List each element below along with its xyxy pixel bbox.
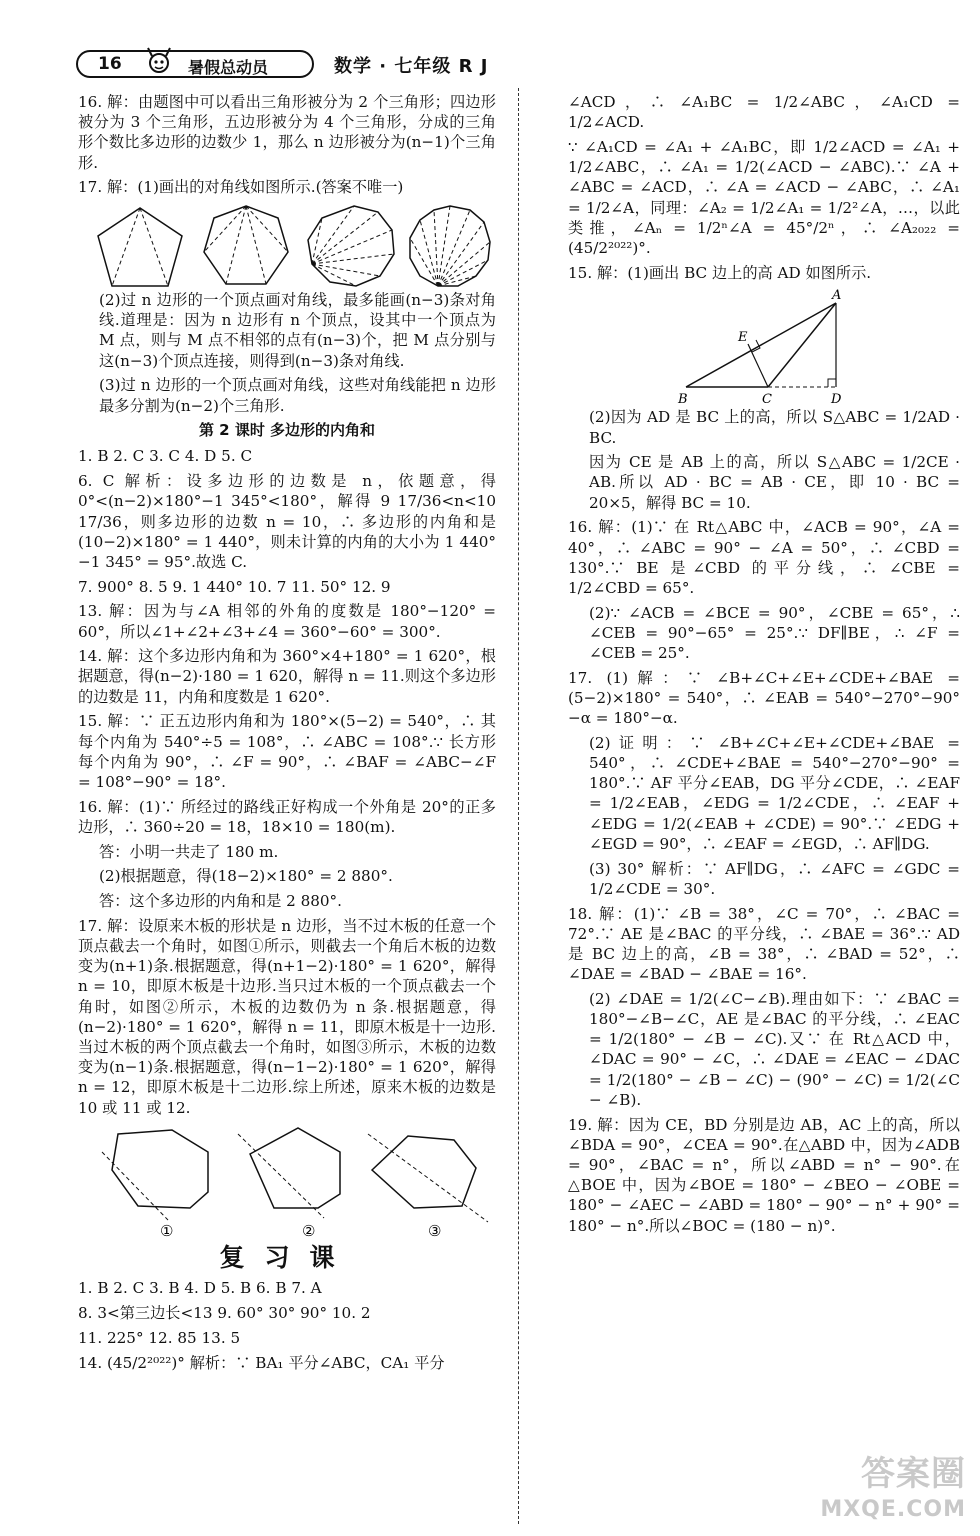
fig-label-2: ②	[302, 1222, 316, 1241]
review-answer-15-part2-cont: 因为 CE 是 AB 上的高，所以 S△ABC = 1/2CE · AB.所以 AD · BC = AB · CE，即 10 · BC = 20×5，解得 BC = 10.	[589, 453, 960, 512]
review-heading: 复习课	[219, 1243, 355, 1273]
answer-17: 17. 解：(1)画出的对角线如图所示.(答案不唯一)	[78, 178, 404, 197]
watermark-line2: MXQE.COM	[820, 1497, 966, 1522]
point-a: A	[832, 288, 842, 304]
answer-15: 15. 解：∵ 正五边形内角和为 180°×(5−2) = 540°，∴ 其每个内角为 540°÷5 = 108°，∴ ∠ABC = 108°.∵ 长方形每个内角为 90°，∴ ∠F = 90°，∴ ∠BAF = ∠ABC−∠F = 108°−90° = 18°.	[78, 712, 496, 791]
subject-grade: 数学 · 七年级 R J	[334, 56, 489, 77]
review-answers-8-10: 8. 3<第三边长<13 9. 60° 30° 90° 10. 2	[78, 1304, 371, 1323]
review-answer-16: 16. 解：(1)∵ 在 Rt△ABC 中，∠ACB = 90°，∠A = 40°，∴ ∠ABC = 90° − ∠A = 50°，∴ ∠CBD = 130°.∵ BE 是∠CBD 的平分线，∴ ∠CBE = 1/2∠CBD = 65°.	[568, 518, 960, 597]
page-number: 16	[98, 54, 122, 74]
answer-16: 16. 解：由题图中可以看出三角形被分为 2 个三角形；四边形被分为 3 个三角形，五边形被分为 4 个三角形，分成的三角形个数比多边形的边数少 1，那么 n 边形被分为(n−1)个三角形.	[78, 93, 496, 172]
review-answer-18: 18. 解：(1)∵ ∠B = 38°，∠C = 70°，∴ ∠BAC = 72°.∵ AE 是∠BAC 的平分线，∴ ∠BAE = 36°.∵ AD 是 BC 边上的高，∠B = 38°，∴ ∠BAD = 52°，∴ ∠DAE = ∠BAD − ∠BAE = 16°.	[568, 904, 960, 984]
polygon-diagonals-figure	[78, 202, 496, 290]
answer-6: 6. C 解析：设多边形的边数是 n，依题意，得 0°<(n−2)×180°−1 345°<180°，解得 9 17/36<n<10 17/36，则多边形的边数 n = 10，∴ 多边形的内角和是(10−2)×180° = 1 440°，则未计算的内角的大小为 1 440°−1 345° = 95°.故选 C.	[78, 472, 496, 571]
right-column	[568, 92, 960, 1240]
point-c: C	[762, 392, 772, 408]
answer-17b: 17. 解：设原来木板的形状是 n 边形，当不过木板的任意一个顶点截去一个角时，如图①所示，则截去一个角后木板的边数变为(n+1)条.根据题意，得(n+1−2)·180° = 1 620°，解得 n = 10，即原木板是十边形.当只过木板的一个顶点截去一个角时，如图②所示，木板的边数仍为 n 条.根据题意，得(n−2)·180° = 1 620°，解得 n = 11，即原木板是十一边形.当过木板的两个顶点截去一个角时，如图③所示，木板的边数变为(n−1)条.根据题意，得(n−1−2)·180° = 1 620°，解得 n = 12，即原木板是十二边形.综上所述，原来木板的边数是 10 或 11 或 12.	[78, 916, 496, 1117]
review-answers-1-7: 1. B 2. C 3. B 4. D 5. B 6. B 7. A	[78, 1279, 322, 1298]
review-answer-15-part2: (2)因为 AD 是 BC 上的高，所以 S△ABC = 1/2AD · BC.	[589, 408, 960, 447]
watermark	[820, 1456, 966, 1528]
watermark-line1: 答案圈	[861, 1454, 966, 1494]
page-header	[76, 50, 536, 78]
answers-7-12: 7. 900° 8. 5 9. 1 440° 10. 7 11. 50° 12. 9	[78, 577, 391, 596]
review-answer-15: 15. 解：(1)画出 BC 边上的高 AD 如图所示.	[568, 263, 872, 282]
series-title: 暑假总动员	[188, 58, 269, 77]
point-e: E	[738, 330, 748, 346]
review-answer-17-part2: (2)证明：∵ ∠B+∠C+∠E+∠CDE+∠BAE = 540°，∴ ∠CDE+∠BAE = 540°−270°−90° = 180°.∵ AF 平分∠EAB，DG 平分∠CDE，∴ ∠EAF = 1/2∠EAB，∠EDG = 1/2∠CDE，∴ ∠EAF + ∠EDG = 1/2(∠EAB + ∠CDE) = 90°.∵ ∠EDG + ∠EGD = 90°，∴ ∠EAF = ∠EGD，∴ AF∥DG.	[589, 733, 960, 853]
page-tab	[76, 50, 314, 78]
review-answer-17: 17. (1)解：∵ ∠B+∠C+∠E+∠CDE+∠BAE = (5−2)×180° = 540°，∴ ∠EAB = 540°−270°−90°−α = 180°−α.	[568, 668, 960, 728]
answer-16b-reply2: 答：这个多边形的内角和是 2 880°.	[99, 892, 342, 910]
answers-1-5: 1. B 2. C 3. C 4. D 5. C	[78, 447, 253, 466]
answer-14: 14. 解：这个多边形内角和为 360°×4+180° = 1 620°，根据题意，得(n−2)·180 = 1 620，解得 n = 11.则这个多边形的边数是 11，内角和度数是 1 620°.	[78, 647, 496, 706]
answer-16b-part2: (2)根据题意，得(18−2)×180° = 2 880°.	[99, 867, 393, 886]
fig-label-3: ③	[428, 1222, 442, 1241]
mascot-icon	[142, 44, 176, 78]
review-answer-18-part2: (2) ∠DAE = 1/2(∠C−∠B).理由如下：∵ ∠BAC = 180°−∠B−∠C，AE 是∠BAC 的平分线，∴ ∠EAC = 1/2(180° − ∠B − ∠C).又∵ 在 Rt△ACD 中，∠DAC = 90° − ∠C，∴ ∠DAE = ∠EAC − ∠DAC = 1/2(180° − ∠B − ∠C) − (90° − ∠C) = 1/2(∠C − ∠B).	[589, 989, 960, 1109]
review-answers-11-13: 11. 225° 12. 85 13. 5	[78, 1328, 241, 1347]
point-d: D	[831, 392, 842, 408]
fig-label-1: ①	[160, 1222, 174, 1241]
answer-13: 13. 解：因为与∠A 相邻的外角的度数是 180°−120° = 60°，所以∠1+∠2+∠3+∠4 = 360°−60° = 300°.	[78, 602, 496, 641]
review-answer-14: 14. (45/2²⁰²²)° 解析：∵ BA₁ 平分∠ABC，CA₁ 平分	[78, 1353, 445, 1372]
review-answer-17-part3: (3) 30° 解析：∵ AF∥DG，∴ ∠AFC = ∠GDC = 1/2∠CDE = 30°.	[589, 859, 960, 898]
point-b: B	[678, 392, 688, 408]
left-column	[78, 92, 496, 1377]
triangle-altitude-figure	[568, 287, 960, 407]
review-answer-14-cont1: ∠ACD，∴ ∠A₁BC = 1/2∠ABC，∠A₁CD = 1/2∠ACD.	[568, 93, 960, 132]
answer-17-part3: (3)过 n 边形的一个顶点画对角线，这些对角线能把 n 边形最多分割为(n−2)个三角形.	[99, 376, 496, 415]
answer-17-part2: (2)过 n 边形的一个顶点画对角线，最多能画(n−3)条对角线.道理是：因为 n 边形有 n 个顶点，设其中一个顶点为 M 点，则与 M 点不相邻的点有(n−3)个，把 M 点分别与这(n−3)个顶点连接，则得到(n−3)条对角线.	[99, 291, 496, 370]
section-heading: 第 2 课时 多边形的内角和	[198, 421, 376, 440]
column-divider	[518, 88, 519, 1524]
review-answer-14-cont2: ∵ ∠A₁CD = ∠A₁ + ∠A₁BC，即 1/2∠ACD = ∠A₁ + 1/2∠ABC，∴ ∠A₁ = 1/2(∠ACD − ∠ABC).∵ ∠A + ∠ABC = ∠ACD，∴ ∠A = ∠ACD − ∠ABC，∴ ∠A₁ = 1/2∠A，同理：∠A₂ = 1/2∠A₁ = 1/2²∠A，…，以此类推，∠Aₙ = 1/2ⁿ∠A = 45°/2ⁿ，∴ ∠A₂₀₂₂ = (45/2²⁰²²)°.	[568, 137, 960, 257]
answer-16b: 16. 解：(1)∵ 所经过的路线正好构成一个外角是 20°的正多边形，∴ 360÷20 = 18，18×10 = 180(m).	[78, 797, 496, 836]
cut-corner-figures	[78, 1122, 496, 1240]
answer-16b-reply1: 答：小明一共走了 180 m.	[99, 842, 279, 861]
review-answer-19: 19. 解：因为 CE，BD 分别是边 AB，AC 上的高，所以∠BDA = 90°，∠CEA = 90°.在△ABD 中，因为∠ADB = 90°，∠BAC = n°，所以∠ABD = n° − 90°.在△BOE 中，因为∠BOE = 180° − ∠BEO − ∠OBE = 180° − ∠AEC − ∠ABD = 180° − 90° − n° + 90° = 180° − n°.所以∠BOC = (180 − n)°.	[568, 1115, 960, 1235]
review-answer-16-part2: (2)∵ ∠ACB = ∠BCE = 90°，∠CBE = 65°，∴ ∠CEB = 90°−65° = 25°.∵ DF∥BE，∴ ∠F = ∠CEB = 25°.	[589, 603, 960, 663]
